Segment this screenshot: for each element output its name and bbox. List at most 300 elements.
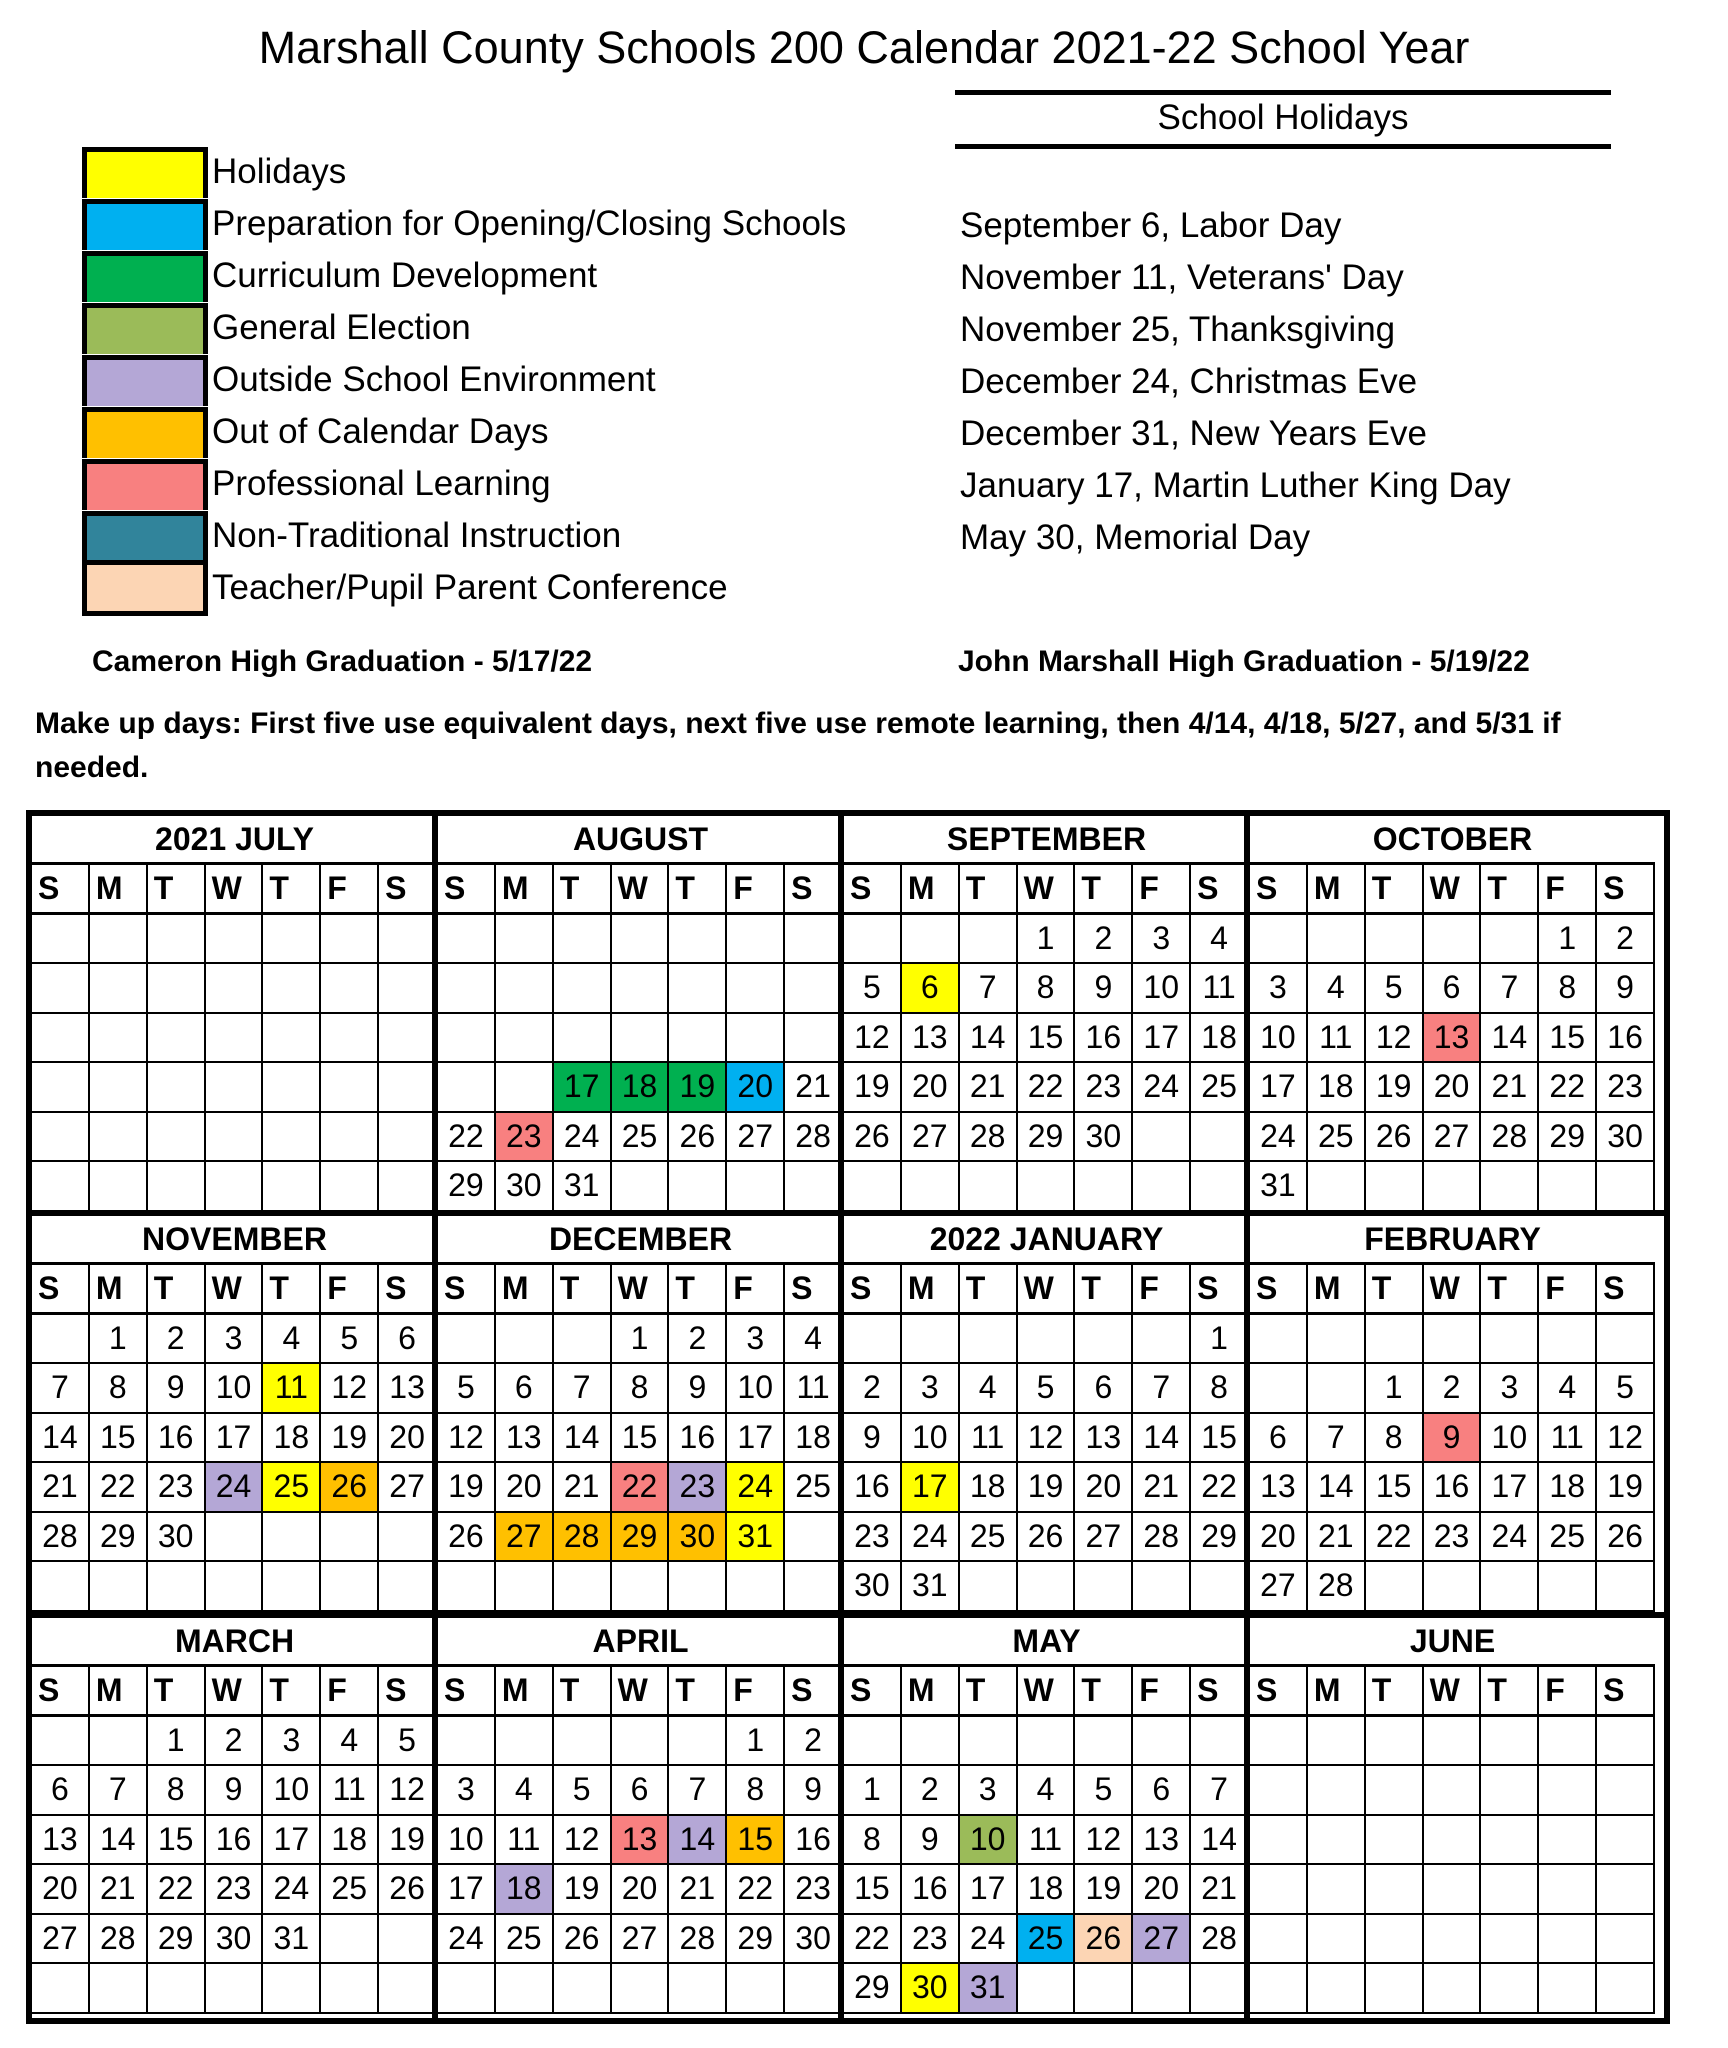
empty-cell — [263, 1063, 321, 1113]
holiday-item: May 30, Memorial Day — [960, 518, 1311, 557]
weekday-header: W — [1018, 1667, 1076, 1717]
legend-item — [82, 458, 846, 510]
empty-cell — [1308, 1717, 1366, 1767]
weekday-header: W — [612, 1667, 670, 1717]
day-cell: 16 — [669, 1414, 727, 1464]
empty-cell — [554, 1964, 612, 2014]
empty-cell — [844, 915, 902, 965]
empty-cell — [1308, 1915, 1366, 1965]
empty-cell — [1133, 1315, 1191, 1365]
month-title: MAY — [844, 1618, 1249, 1667]
weekday-header: T — [148, 865, 206, 915]
empty-cell — [263, 1964, 321, 2014]
weekday-header: S — [1597, 865, 1655, 915]
empty-cell — [612, 1162, 670, 1212]
empty-cell — [206, 1513, 264, 1563]
weekday-header: S — [1191, 865, 1249, 915]
empty-cell — [321, 964, 379, 1014]
day-cell: 14 — [32, 1414, 90, 1464]
day-cell: 17 — [960, 1865, 1018, 1915]
legend-label: Preparation for Opening/Closing Schools — [212, 204, 847, 243]
empty-cell — [669, 1562, 727, 1612]
empty-cell — [1424, 1162, 1482, 1212]
day-cell: 31 — [727, 1513, 785, 1563]
day-cell: 27 — [1250, 1562, 1308, 1612]
empty-cell — [727, 1562, 785, 1612]
day-cell: 20 — [379, 1414, 437, 1464]
weekday-header: S — [785, 1265, 843, 1315]
day-cell: 16 — [1424, 1463, 1482, 1513]
weekday-header: M — [90, 1265, 148, 1315]
empty-cell — [554, 1562, 612, 1612]
day-cell: 27 — [1424, 1113, 1482, 1163]
day-cell: 6 — [902, 964, 960, 1014]
empty-cell — [90, 915, 148, 965]
day-cell: 3 — [1481, 1364, 1539, 1414]
empty-cell — [1250, 1315, 1308, 1365]
month-block — [438, 816, 843, 1216]
day-cell: 26 — [379, 1865, 437, 1915]
day-cell: 19 — [1597, 1463, 1655, 1513]
empty-cell — [1481, 1766, 1539, 1816]
day-cell: 7 — [1133, 1364, 1191, 1414]
weekday-header: M — [1308, 1265, 1366, 1315]
weekday-header: S — [379, 865, 437, 915]
empty-cell — [379, 1014, 437, 1064]
day-cell: 14 — [1133, 1414, 1191, 1464]
empty-cell — [496, 1717, 554, 1767]
empty-cell — [1308, 1964, 1366, 2014]
day-cell: 4 — [496, 1766, 554, 1816]
day-cell: 18 — [785, 1414, 843, 1464]
day-cell: 25 — [1539, 1513, 1597, 1563]
day-cell: 16 — [785, 1816, 843, 1866]
day-cell: 22 — [438, 1113, 496, 1163]
empty-cell — [1133, 1964, 1191, 2014]
empty-cell — [727, 1964, 785, 2014]
legend-swatch — [82, 560, 208, 616]
day-cell: 10 — [1250, 1014, 1308, 1064]
day-cell: 18 — [1539, 1463, 1597, 1513]
day-cell: 14 — [1481, 1014, 1539, 1064]
day-cell: 15 — [1191, 1414, 1249, 1464]
empty-cell — [960, 915, 1018, 965]
day-cell: 22 — [148, 1865, 206, 1915]
empty-cell — [554, 1014, 612, 1064]
empty-cell — [263, 1162, 321, 1212]
empty-cell — [902, 1717, 960, 1767]
day-cell: 20 — [1133, 1865, 1191, 1915]
day-cell: 6 — [1075, 1364, 1133, 1414]
weekday-header: F — [727, 1265, 785, 1315]
empty-cell — [1481, 1865, 1539, 1915]
weekday-header: T — [960, 865, 1018, 915]
day-cell: 13 — [379, 1364, 437, 1414]
day-cell: 24 — [1133, 1063, 1191, 1113]
weekday-header: S — [785, 865, 843, 915]
day-cell: 24 — [438, 1915, 496, 1965]
day-cell: 11 — [1018, 1816, 1076, 1866]
day-cell: 10 — [727, 1364, 785, 1414]
empty-cell — [669, 1014, 727, 1064]
holidays-top-rule — [955, 90, 1611, 95]
empty-cell — [785, 1513, 843, 1563]
day-cell: 25 — [1308, 1113, 1366, 1163]
day-cell: 28 — [1308, 1562, 1366, 1612]
weekday-header: S — [1250, 865, 1308, 915]
legend-label: Non-Traditional Instruction — [212, 516, 622, 555]
empty-cell — [1366, 1562, 1424, 1612]
day-cell: 24 — [206, 1463, 264, 1513]
legend-item — [82, 354, 846, 406]
day-cell: 27 — [496, 1513, 554, 1563]
day-cell: 30 — [206, 1915, 264, 1965]
empty-cell — [612, 915, 670, 965]
month-title: 2021 JULY — [32, 816, 437, 865]
column-divider — [1244, 816, 1250, 2018]
empty-cell — [32, 915, 90, 965]
day-cell: 24 — [902, 1513, 960, 1563]
month-block — [844, 1618, 1249, 2018]
empty-cell — [1308, 1162, 1366, 1212]
month-block — [32, 1618, 437, 2018]
empty-cell — [1308, 1364, 1366, 1414]
weekday-header: S — [438, 1667, 496, 1717]
day-cell: 26 — [1018, 1513, 1076, 1563]
empty-cell — [321, 1063, 379, 1113]
day-cell: 15 — [1539, 1014, 1597, 1064]
day-cell: 5 — [1597, 1364, 1655, 1414]
day-cell: 15 — [148, 1816, 206, 1866]
empty-cell — [1018, 1162, 1076, 1212]
empty-cell — [438, 1014, 496, 1064]
day-cell: 18 — [1191, 1014, 1249, 1064]
empty-cell — [1308, 1766, 1366, 1816]
day-cell: 18 — [960, 1463, 1018, 1513]
day-cell: 3 — [438, 1766, 496, 1816]
empty-cell — [438, 1964, 496, 2014]
empty-cell — [844, 1717, 902, 1767]
empty-cell — [90, 1113, 148, 1163]
weekday-header: T — [960, 1667, 1018, 1717]
weekday-header: W — [1424, 1667, 1482, 1717]
weekday-header: M — [496, 865, 554, 915]
day-cell: 7 — [1191, 1766, 1249, 1816]
day-cell: 21 — [785, 1063, 843, 1113]
day-cell: 28 — [785, 1113, 843, 1163]
day-cell: 25 — [960, 1513, 1018, 1563]
day-cell: 16 — [1075, 1014, 1133, 1064]
weekday-header: T — [1481, 865, 1539, 915]
empty-cell — [1133, 1113, 1191, 1163]
day-cell: 5 — [844, 964, 902, 1014]
holiday-item: December 31, New Years Eve — [960, 414, 1427, 453]
day-cell: 20 — [1075, 1463, 1133, 1513]
day-cell: 20 — [612, 1865, 670, 1915]
day-cell: 9 — [1424, 1414, 1482, 1464]
empty-cell — [379, 1915, 437, 1965]
day-cell: 29 — [438, 1162, 496, 1212]
empty-cell — [379, 1964, 437, 2014]
day-cell: 28 — [960, 1113, 1018, 1163]
empty-cell — [902, 1162, 960, 1212]
calendar-grid — [26, 810, 1670, 2024]
empty-cell — [90, 1162, 148, 1212]
day-cell: 7 — [90, 1766, 148, 1816]
day-cell: 10 — [1481, 1414, 1539, 1464]
holidays-bottom-rule — [955, 144, 1611, 149]
empty-cell — [438, 1063, 496, 1113]
day-cell: 30 — [1075, 1113, 1133, 1163]
day-cell: 1 — [148, 1717, 206, 1767]
empty-cell — [496, 1014, 554, 1064]
day-cell: 16 — [902, 1865, 960, 1915]
day-cell: 2 — [148, 1315, 206, 1365]
empty-cell — [206, 915, 264, 965]
day-cell: 5 — [1075, 1766, 1133, 1816]
month-block — [1250, 816, 1655, 1216]
day-cell: 31 — [960, 1964, 1018, 2014]
empty-cell — [960, 1162, 1018, 1212]
day-cell: 20 — [1250, 1513, 1308, 1563]
day-cell: 31 — [554, 1162, 612, 1212]
empty-cell — [32, 1315, 90, 1365]
empty-cell — [90, 964, 148, 1014]
empty-cell — [321, 915, 379, 965]
day-cell: 29 — [148, 1915, 206, 1965]
day-cell: 12 — [379, 1766, 437, 1816]
empty-cell — [206, 1113, 264, 1163]
day-cell: 8 — [727, 1766, 785, 1816]
empty-cell — [612, 1717, 670, 1767]
empty-cell — [1250, 1964, 1308, 2014]
day-cell: 10 — [438, 1816, 496, 1866]
weekday-header: S — [844, 1667, 902, 1717]
day-cell: 9 — [669, 1364, 727, 1414]
day-cell: 21 — [1308, 1513, 1366, 1563]
day-cell: 24 — [1250, 1113, 1308, 1163]
empty-cell — [1250, 915, 1308, 965]
empty-cell — [902, 1315, 960, 1365]
day-cell: 21 — [554, 1463, 612, 1513]
empty-cell — [1481, 915, 1539, 965]
day-cell: 29 — [90, 1513, 148, 1563]
weekday-header: T — [1481, 1667, 1539, 1717]
day-cell: 20 — [727, 1063, 785, 1113]
month-block — [438, 1216, 843, 1616]
day-cell: 18 — [263, 1414, 321, 1464]
day-cell: 14 — [554, 1414, 612, 1464]
day-cell: 12 — [1075, 1816, 1133, 1866]
empty-cell — [844, 1315, 902, 1365]
day-cell: 11 — [1308, 1014, 1366, 1064]
day-cell: 26 — [321, 1463, 379, 1513]
day-cell: 25 — [1191, 1063, 1249, 1113]
empty-cell — [438, 964, 496, 1014]
day-cell: 30 — [148, 1513, 206, 1563]
empty-cell — [1018, 1717, 1076, 1767]
day-cell: 23 — [669, 1463, 727, 1513]
day-cell: 29 — [612, 1513, 670, 1563]
day-cell: 25 — [496, 1915, 554, 1965]
day-cell: 7 — [669, 1766, 727, 1816]
empty-cell — [1539, 1162, 1597, 1212]
day-cell: 5 — [321, 1315, 379, 1365]
day-cell: 11 — [960, 1414, 1018, 1464]
day-cell: 27 — [727, 1113, 785, 1163]
empty-cell — [148, 1014, 206, 1064]
empty-cell — [1191, 1717, 1249, 1767]
empty-cell — [1597, 1717, 1655, 1767]
weekday-header: S — [844, 1265, 902, 1315]
empty-cell — [1018, 1562, 1076, 1612]
empty-cell — [669, 1964, 727, 2014]
weekday-header: T — [1075, 865, 1133, 915]
day-cell: 9 — [148, 1364, 206, 1414]
day-cell: 5 — [438, 1364, 496, 1414]
legend-item — [82, 250, 846, 302]
day-cell: 1 — [1191, 1315, 1249, 1365]
day-cell: 15 — [90, 1414, 148, 1464]
empty-cell — [379, 1513, 437, 1563]
empty-cell — [1250, 1717, 1308, 1767]
day-cell: 9 — [1597, 964, 1655, 1014]
empty-cell — [1308, 1816, 1366, 1866]
empty-cell — [496, 1562, 554, 1612]
empty-cell — [1481, 1717, 1539, 1767]
day-cell: 27 — [1075, 1513, 1133, 1563]
day-cell: 18 — [496, 1865, 554, 1915]
day-cell: 22 — [844, 1915, 902, 1965]
day-cell: 8 — [90, 1364, 148, 1414]
empty-cell — [960, 1562, 1018, 1612]
empty-cell — [148, 1162, 206, 1212]
empty-cell — [90, 1964, 148, 2014]
day-cell: 8 — [844, 1816, 902, 1866]
empty-cell — [263, 964, 321, 1014]
day-cell: 22 — [1191, 1463, 1249, 1513]
weekday-header: F — [1539, 865, 1597, 915]
empty-cell — [1424, 1717, 1482, 1767]
weekday-header: S — [1250, 1265, 1308, 1315]
weekday-header: T — [148, 1265, 206, 1315]
day-cell: 12 — [844, 1014, 902, 1064]
weekday-header: S — [32, 1667, 90, 1717]
day-cell: 11 — [321, 1766, 379, 1816]
empty-cell — [321, 1513, 379, 1563]
empty-cell — [321, 1014, 379, 1064]
john-marshall-graduation: John Marshall High Graduation - 5/19/22 — [958, 645, 1530, 678]
weekday-header: M — [1308, 1667, 1366, 1717]
legend-item — [82, 198, 846, 250]
day-cell: 9 — [844, 1414, 902, 1464]
empty-cell — [148, 1113, 206, 1163]
day-cell: 24 — [263, 1865, 321, 1915]
day-cell: 17 — [206, 1414, 264, 1464]
weekday-header: T — [1366, 1265, 1424, 1315]
month-title: APRIL — [438, 1618, 843, 1667]
empty-cell — [90, 1014, 148, 1064]
empty-cell — [1481, 1964, 1539, 2014]
empty-cell — [1250, 1364, 1308, 1414]
weekday-header: T — [1366, 865, 1424, 915]
day-cell: 15 — [1018, 1014, 1076, 1064]
day-cell: 17 — [1481, 1463, 1539, 1513]
weekday-header: T — [554, 1667, 612, 1717]
day-cell: 23 — [1075, 1063, 1133, 1113]
day-cell: 22 — [612, 1463, 670, 1513]
legend-swatch — [82, 147, 208, 198]
day-cell: 10 — [960, 1816, 1018, 1866]
empty-cell — [263, 915, 321, 965]
weekday-header: F — [321, 865, 379, 915]
empty-cell — [206, 1014, 264, 1064]
day-cell: 9 — [902, 1816, 960, 1866]
day-cell: 10 — [1133, 964, 1191, 1014]
legend-label: Teacher/Pupil Parent Conference — [212, 568, 728, 607]
empty-cell — [1597, 1915, 1655, 1965]
day-cell: 4 — [960, 1364, 1018, 1414]
empty-cell — [1366, 1816, 1424, 1866]
empty-cell — [496, 1063, 554, 1113]
empty-cell — [32, 1162, 90, 1212]
day-cell: 13 — [32, 1816, 90, 1866]
empty-cell — [1366, 915, 1424, 965]
day-cell: 2 — [785, 1717, 843, 1767]
day-cell: 24 — [1481, 1513, 1539, 1563]
day-cell: 1 — [1366, 1364, 1424, 1414]
empty-cell — [321, 1562, 379, 1612]
day-cell: 5 — [1366, 964, 1424, 1014]
weekday-header: M — [90, 1667, 148, 1717]
day-cell: 13 — [1250, 1463, 1308, 1513]
day-cell: 8 — [1366, 1414, 1424, 1464]
day-cell: 13 — [496, 1414, 554, 1464]
weekday-header: S — [1597, 1667, 1655, 1717]
day-cell: 4 — [1539, 1364, 1597, 1414]
empty-cell — [554, 1717, 612, 1767]
month-title: SEPTEMBER — [844, 816, 1249, 865]
weekday-header: F — [1133, 865, 1191, 915]
day-cell: 30 — [496, 1162, 554, 1212]
empty-cell — [1424, 915, 1482, 965]
weekday-header: W — [1018, 1265, 1076, 1315]
day-cell: 6 — [32, 1766, 90, 1816]
legend-label: Out of Calendar Days — [212, 412, 549, 451]
empty-cell — [1424, 1315, 1482, 1365]
day-cell: 29 — [1539, 1113, 1597, 1163]
weekday-header: M — [90, 865, 148, 915]
empty-cell — [785, 915, 843, 965]
empty-cell — [612, 1964, 670, 2014]
weekday-header: T — [669, 1667, 727, 1717]
day-cell: 23 — [785, 1865, 843, 1915]
weekday-header: M — [496, 1265, 554, 1315]
weekday-header: S — [1191, 1265, 1249, 1315]
empty-cell — [379, 1063, 437, 1113]
day-cell: 28 — [669, 1915, 727, 1965]
day-cell: 6 — [1250, 1414, 1308, 1464]
empty-cell — [669, 1162, 727, 1212]
empty-cell — [612, 1562, 670, 1612]
month-title: AUGUST — [438, 816, 843, 865]
day-cell: 11 — [263, 1364, 321, 1414]
empty-cell — [727, 1162, 785, 1212]
day-cell: 27 — [32, 1915, 90, 1965]
day-cell: 12 — [438, 1414, 496, 1464]
empty-cell — [669, 915, 727, 965]
weekday-header: F — [727, 1667, 785, 1717]
